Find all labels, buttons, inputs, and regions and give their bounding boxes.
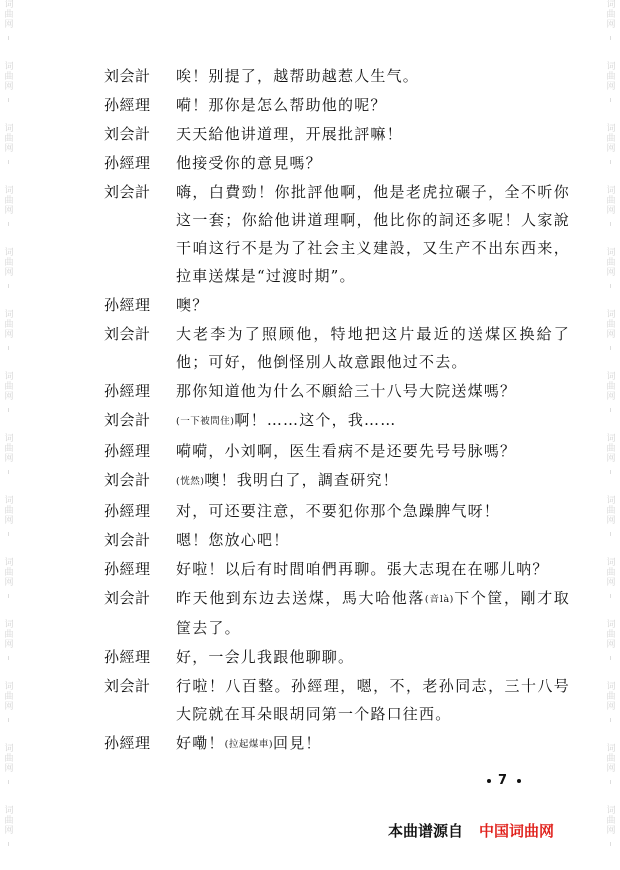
line-text: 好啦！以后有时間咱們再聊。張大志現在在哪儿呐？ bbox=[176, 560, 549, 578]
watermark-separator bbox=[8, 532, 9, 536]
watermark-separator bbox=[610, 98, 611, 102]
dialogue-line bbox=[176, 291, 570, 319]
watermark-unit bbox=[606, 558, 615, 620]
speaker-name: 刘会計 bbox=[104, 67, 151, 85]
dialogue-entry bbox=[104, 320, 570, 376]
dialogue-entry bbox=[104, 62, 570, 90]
watermark-char: 曲 bbox=[606, 134, 616, 144]
watermark-char: 网 bbox=[4, 82, 14, 92]
watermark-unit bbox=[4, 682, 13, 744]
speaker-name: 刘会計 bbox=[104, 589, 151, 607]
watermark-char: 词 bbox=[4, 62, 14, 72]
watermark-char: 曲 bbox=[606, 816, 616, 826]
watermark-unit bbox=[4, 372, 13, 434]
watermark-char: 曲 bbox=[4, 196, 14, 206]
watermark-char: 网 bbox=[4, 454, 14, 464]
watermark-separator bbox=[8, 346, 9, 350]
watermark-unit bbox=[4, 434, 13, 496]
watermark-char: 网 bbox=[4, 702, 14, 712]
watermark-char: 曲 bbox=[606, 258, 616, 268]
watermark-char: 网 bbox=[606, 702, 616, 712]
watermark-char: 网 bbox=[606, 206, 616, 216]
watermark-char: 网 bbox=[4, 764, 14, 774]
dialogue-line bbox=[176, 555, 570, 583]
watermark-separator bbox=[8, 160, 9, 164]
watermark-char: 词 bbox=[4, 372, 14, 382]
watermark-char: 曲 bbox=[4, 506, 14, 516]
watermark-char: 曲 bbox=[4, 320, 14, 330]
line-text: 天天給他讲道理，开展批評嘛！ bbox=[176, 125, 403, 143]
watermark-unit bbox=[4, 310, 13, 372]
watermark-unit bbox=[606, 682, 615, 744]
watermark-char: 网 bbox=[4, 144, 14, 154]
watermark-separator bbox=[610, 532, 611, 536]
speaker-name: 孙經理 bbox=[104, 734, 151, 752]
watermark-char: 曲 bbox=[4, 10, 14, 20]
watermark-unit bbox=[606, 744, 615, 806]
page-dot-left bbox=[487, 779, 491, 783]
dialogue-line bbox=[176, 497, 570, 525]
watermark-char: 词 bbox=[606, 62, 616, 72]
watermark-right bbox=[604, 0, 618, 870]
watermark-char: 网 bbox=[606, 826, 616, 836]
dialogue-line bbox=[176, 437, 570, 465]
watermark-unit bbox=[4, 620, 13, 682]
script-body bbox=[104, 62, 570, 760]
watermark-separator bbox=[610, 160, 611, 164]
dialogue-line bbox=[176, 729, 570, 759]
watermark-separator bbox=[8, 222, 9, 226]
watermark-char: 词 bbox=[606, 248, 616, 258]
watermark-char: 曲 bbox=[4, 630, 14, 640]
watermark-char: 词 bbox=[606, 0, 616, 10]
line-text: 嗯！您放心吧！ bbox=[176, 531, 290, 549]
line-text: 好嘞！ bbox=[176, 734, 225, 752]
watermark-unit bbox=[4, 806, 13, 868]
watermark-char: 网 bbox=[606, 144, 616, 154]
watermark-char: 词 bbox=[606, 434, 616, 444]
watermark-separator bbox=[8, 718, 9, 722]
watermark-char: 词 bbox=[606, 806, 616, 816]
watermark-separator bbox=[610, 656, 611, 660]
watermark-char: 曲 bbox=[4, 816, 14, 826]
watermark-char: 词 bbox=[4, 124, 14, 134]
watermark-char: 网 bbox=[4, 392, 14, 402]
watermark-separator bbox=[8, 408, 9, 412]
watermark-char: 网 bbox=[4, 330, 14, 340]
watermark-char: 网 bbox=[606, 454, 616, 464]
page-number-value: 7 bbox=[498, 773, 511, 788]
watermark-unit bbox=[4, 124, 13, 186]
watermark-char: 词 bbox=[606, 186, 616, 196]
dialogue-line bbox=[176, 406, 570, 436]
dialogue-line bbox=[176, 149, 570, 177]
dialogue-entry bbox=[104, 497, 570, 525]
dialogue-entry bbox=[104, 377, 570, 405]
watermark-unit bbox=[606, 0, 615, 62]
line-text: 他接受你的意見嗎？ bbox=[176, 154, 322, 172]
watermark-separator bbox=[610, 718, 611, 722]
speaker-name: 孙經理 bbox=[104, 560, 151, 578]
watermark-char: 曲 bbox=[606, 630, 616, 640]
watermark-char: 网 bbox=[4, 578, 14, 588]
watermark-char: 词 bbox=[606, 124, 616, 134]
dialogue-entry bbox=[104, 149, 570, 177]
watermark-separator bbox=[610, 780, 611, 784]
dialogue-entry bbox=[104, 466, 570, 496]
speaker-name: 刘会計 bbox=[104, 183, 151, 201]
stage-direction: (恍然) bbox=[176, 476, 205, 487]
watermark-unit bbox=[606, 620, 615, 682]
line-text: 嗬嗬，小刘啊，医生看病不是还要先号号脉嗎？ bbox=[176, 442, 517, 460]
watermark-unit bbox=[606, 496, 615, 558]
watermark-separator bbox=[610, 470, 611, 474]
watermark-char: 网 bbox=[606, 578, 616, 588]
line-text: 噢？ bbox=[176, 296, 209, 314]
speaker-name: 孙經理 bbox=[104, 648, 151, 666]
watermark-char: 曲 bbox=[606, 444, 616, 454]
watermark-unit bbox=[606, 372, 615, 434]
watermark-unit bbox=[606, 806, 615, 868]
watermark-separator bbox=[8, 780, 9, 784]
dialogue-line bbox=[176, 377, 570, 405]
watermark-char: 词 bbox=[4, 0, 14, 10]
stage-direction: (拉起煤車) bbox=[224, 739, 274, 750]
watermark-char: 词 bbox=[606, 372, 616, 382]
watermark-char: 网 bbox=[606, 392, 616, 402]
dialogue-line bbox=[176, 178, 570, 290]
line-text: 下个筐，剛才取筐去了。 bbox=[176, 589, 570, 637]
dialogue-entry bbox=[104, 437, 570, 465]
watermark-char: 曲 bbox=[606, 754, 616, 764]
dialogue-line bbox=[176, 320, 570, 376]
watermark-char: 词 bbox=[606, 682, 616, 692]
watermark-separator bbox=[610, 284, 611, 288]
watermark-char: 曲 bbox=[4, 444, 14, 454]
dialogue-entry bbox=[104, 555, 570, 583]
stage-direction: (一下被問住) bbox=[176, 416, 235, 427]
watermark-char: 曲 bbox=[606, 506, 616, 516]
watermark-char: 曲 bbox=[606, 568, 616, 578]
watermark-separator bbox=[610, 346, 611, 350]
watermark-char: 词 bbox=[4, 248, 14, 258]
watermark-char: 网 bbox=[4, 826, 14, 836]
watermark-unit bbox=[4, 0, 13, 62]
line-text: 嗨，白費勁！你批評他啊，他是老虎拉碾子，全不听你这一套；你給他讲道理啊，他比你的詞还多呢！人家說干咱这行不是为了社会主义建設，又生产不出东西来，拉車送煤是“过渡时期”。 bbox=[176, 183, 570, 285]
dialogue-line bbox=[176, 643, 570, 671]
dialogue-entry bbox=[104, 672, 570, 728]
watermark-char: 词 bbox=[606, 496, 616, 506]
watermark-char: 词 bbox=[4, 310, 14, 320]
watermark-char: 曲 bbox=[4, 754, 14, 764]
dialogue-line bbox=[176, 120, 570, 148]
watermark-char: 网 bbox=[606, 640, 616, 650]
watermark-char: 网 bbox=[606, 268, 616, 278]
watermark-char: 网 bbox=[606, 516, 616, 526]
watermark-char: 词 bbox=[606, 744, 616, 754]
speaker-name: 孙經理 bbox=[104, 442, 151, 460]
watermark-separator bbox=[8, 36, 9, 40]
dialogue-line bbox=[176, 584, 570, 642]
watermark-char: 词 bbox=[606, 620, 616, 630]
watermark-char: 曲 bbox=[606, 10, 616, 20]
watermark-char: 网 bbox=[4, 268, 14, 278]
dialogue-entry bbox=[104, 178, 570, 290]
watermark-unit bbox=[4, 558, 13, 620]
line-text: 嗬！那你是怎么帮助他的呢？ bbox=[176, 96, 387, 114]
watermark-separator bbox=[8, 470, 9, 474]
dialogue-entry bbox=[104, 91, 570, 119]
line-text: 那你知道他为什么不願給三十八号大院送煤嗎？ bbox=[176, 382, 517, 400]
watermark-unit bbox=[4, 744, 13, 806]
watermark-separator bbox=[610, 842, 611, 846]
line-text: 行啦！八百整。孙經理，嗯，不，老孙同志，三十八号大院就在耳朵眼胡同第一个路口往西。 bbox=[176, 677, 570, 723]
speaker-name: 孙經理 bbox=[104, 502, 151, 520]
watermark-char: 网 bbox=[4, 20, 14, 30]
line-text: 唉！别提了，越帮助越惹人生气。 bbox=[176, 67, 420, 85]
watermark-char: 词 bbox=[606, 310, 616, 320]
watermark-char: 词 bbox=[4, 744, 14, 754]
speaker-name: 刘会計 bbox=[104, 531, 151, 549]
page-number bbox=[480, 773, 528, 788]
watermark-unit bbox=[4, 496, 13, 558]
dialogue-line bbox=[176, 526, 570, 554]
watermark-separator bbox=[610, 222, 611, 226]
watermark-unit bbox=[606, 310, 615, 372]
watermark-char: 网 bbox=[4, 516, 14, 526]
speaker-name: 刘会計 bbox=[104, 471, 151, 489]
line-text: 回見！ bbox=[273, 734, 322, 752]
footer bbox=[388, 820, 554, 841]
watermark-char: 词 bbox=[4, 434, 14, 444]
watermark-char: 曲 bbox=[4, 72, 14, 82]
speaker-name: 孙經理 bbox=[104, 296, 151, 314]
watermark-unit bbox=[4, 62, 13, 124]
watermark-char: 曲 bbox=[4, 382, 14, 392]
watermark-char: 词 bbox=[4, 496, 14, 506]
dialogue-line bbox=[176, 91, 570, 119]
footer-source-label: 本曲谱源自 bbox=[388, 822, 464, 840]
line-text: 昨天他到东边去送煤，馬大哈他落 bbox=[176, 589, 425, 607]
speaker-name: 孙經理 bbox=[104, 154, 151, 172]
watermark-char: 网 bbox=[4, 640, 14, 650]
watermark-separator bbox=[8, 842, 9, 846]
dialogue-entry bbox=[104, 526, 570, 554]
watermark-unit bbox=[606, 62, 615, 124]
watermark-separator bbox=[8, 284, 9, 288]
dialogue-entry bbox=[104, 406, 570, 436]
watermark-char: 网 bbox=[4, 206, 14, 216]
watermark-char: 曲 bbox=[606, 382, 616, 392]
watermark-char: 网 bbox=[606, 764, 616, 774]
page-dot-right bbox=[517, 779, 521, 783]
watermark-char: 曲 bbox=[606, 320, 616, 330]
speaker-name: 刘会計 bbox=[104, 677, 151, 695]
speaker-name: 刘会計 bbox=[104, 125, 151, 143]
watermark-separator bbox=[610, 408, 611, 412]
dialogue-entry bbox=[104, 291, 570, 319]
watermark-char: 网 bbox=[606, 20, 616, 30]
footer-site-name[interactable]: 中国词曲网 bbox=[479, 822, 555, 840]
dialogue-entry bbox=[104, 643, 570, 671]
watermark-unit bbox=[606, 124, 615, 186]
watermark-char: 曲 bbox=[606, 196, 616, 206]
watermark-char: 曲 bbox=[4, 692, 14, 702]
watermark-char: 词 bbox=[4, 806, 14, 816]
watermark-separator bbox=[610, 36, 611, 40]
watermark-char: 词 bbox=[4, 186, 14, 196]
speaker-name: 刘会計 bbox=[104, 411, 151, 429]
watermark-char: 词 bbox=[4, 558, 14, 568]
watermark-char: 曲 bbox=[4, 568, 14, 578]
line-text: 大老李为了照顾他，特地把这片最近的送煤区换給了他；可好，他倒怪別人故意跟他过不去。 bbox=[176, 325, 570, 371]
watermark-char: 网 bbox=[606, 82, 616, 92]
watermark-char: 词 bbox=[4, 682, 14, 692]
dialogue-entry bbox=[104, 729, 570, 759]
dialogue-entry bbox=[104, 120, 570, 148]
watermark-separator bbox=[8, 656, 9, 660]
watermark-char: 网 bbox=[606, 330, 616, 340]
dialogue-line bbox=[176, 466, 570, 496]
watermark-unit bbox=[4, 186, 13, 248]
watermark-unit bbox=[606, 434, 615, 496]
dialogue-entry bbox=[104, 584, 570, 642]
watermark-unit bbox=[606, 248, 615, 310]
watermark-char: 曲 bbox=[606, 72, 616, 82]
line-text: 对，可还要注意，不要犯你那个急躁脾气呀！ bbox=[176, 502, 501, 520]
watermark-unit bbox=[606, 186, 615, 248]
line-text: 好，一会儿我跟他聊聊。 bbox=[176, 648, 355, 666]
dialogue-line bbox=[176, 672, 570, 728]
watermark-char: 曲 bbox=[606, 692, 616, 702]
watermark-unit bbox=[4, 248, 13, 310]
speaker-name: 刘会計 bbox=[104, 325, 151, 343]
watermark-char: 曲 bbox=[4, 134, 14, 144]
watermark-char: 词 bbox=[606, 558, 616, 568]
line-text: 噢！我明白了，調查研究！ bbox=[204, 471, 399, 489]
line-text: 啊！……这个，我…… bbox=[234, 411, 397, 429]
dialogue-line bbox=[176, 62, 570, 90]
speaker-name: 孙經理 bbox=[104, 96, 151, 114]
speaker-name: 孙經理 bbox=[104, 382, 151, 400]
watermark-separator bbox=[8, 98, 9, 102]
watermark-char: 词 bbox=[4, 620, 14, 630]
stage-direction: (音là) bbox=[424, 594, 454, 605]
watermark-char: 曲 bbox=[4, 258, 14, 268]
watermark-left bbox=[2, 0, 16, 870]
watermark-separator bbox=[8, 594, 9, 598]
watermark-separator bbox=[610, 594, 611, 598]
